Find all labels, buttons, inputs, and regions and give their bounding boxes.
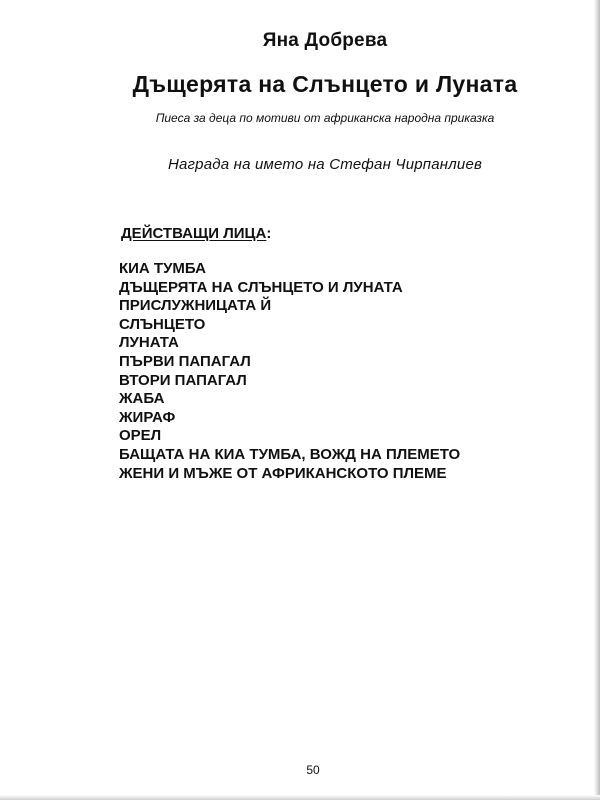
cast-item: ПРИСЛУЖНИЦАТА Й bbox=[119, 297, 272, 315]
cast-heading bbox=[121, 225, 271, 242]
cast-heading-colon: : bbox=[266, 225, 272, 242]
cast-heading-label: ДЕЙСТВАЩИ ЛИЦА bbox=[121, 225, 267, 242]
cast-item: ДЪЩЕРЯТА НА СЛЪНЦЕТО И ЛУНАТА bbox=[119, 278, 403, 296]
cast-item: ОРЕЛ bbox=[119, 427, 162, 445]
play-subtitle: Пиеса за деца по мотиви от африканска народна приказка bbox=[155, 111, 495, 125]
cast-item: СЛЪНЦЕТО bbox=[119, 315, 206, 333]
cast-list bbox=[119, 260, 460, 483]
cast-item: ПЪРВИ ПАПАГАЛ bbox=[119, 352, 251, 370]
play-title: Дъщерята на Слънцето и Луната bbox=[132, 71, 518, 97]
cast-item: ЛУНАТА bbox=[119, 334, 179, 352]
award-note: Награда на името на Стефан Чирпанлиев bbox=[167, 156, 483, 173]
cast-item: ВТОРИ ПАПАГАЛ bbox=[119, 371, 247, 389]
cast-item: КИА ТУМБА bbox=[119, 260, 206, 277]
author-name: Яна Добрева bbox=[262, 30, 388, 51]
page-number: 50 bbox=[306, 763, 320, 777]
cast-item: ЖЕНИ И МЪЖЕ ОТ АФРИКАНСКОТО ПЛЕМЕ bbox=[119, 464, 447, 482]
cast-item: ЖАБА bbox=[119, 390, 165, 408]
cast-item: ЖИРАФ bbox=[119, 408, 176, 426]
cast-item: БАЩАТА НА КИА ТУМБА, ВОЖД НА ПЛЕМЕТО bbox=[119, 445, 461, 463]
page-edge-shadow-bottom bbox=[0, 795, 600, 800]
